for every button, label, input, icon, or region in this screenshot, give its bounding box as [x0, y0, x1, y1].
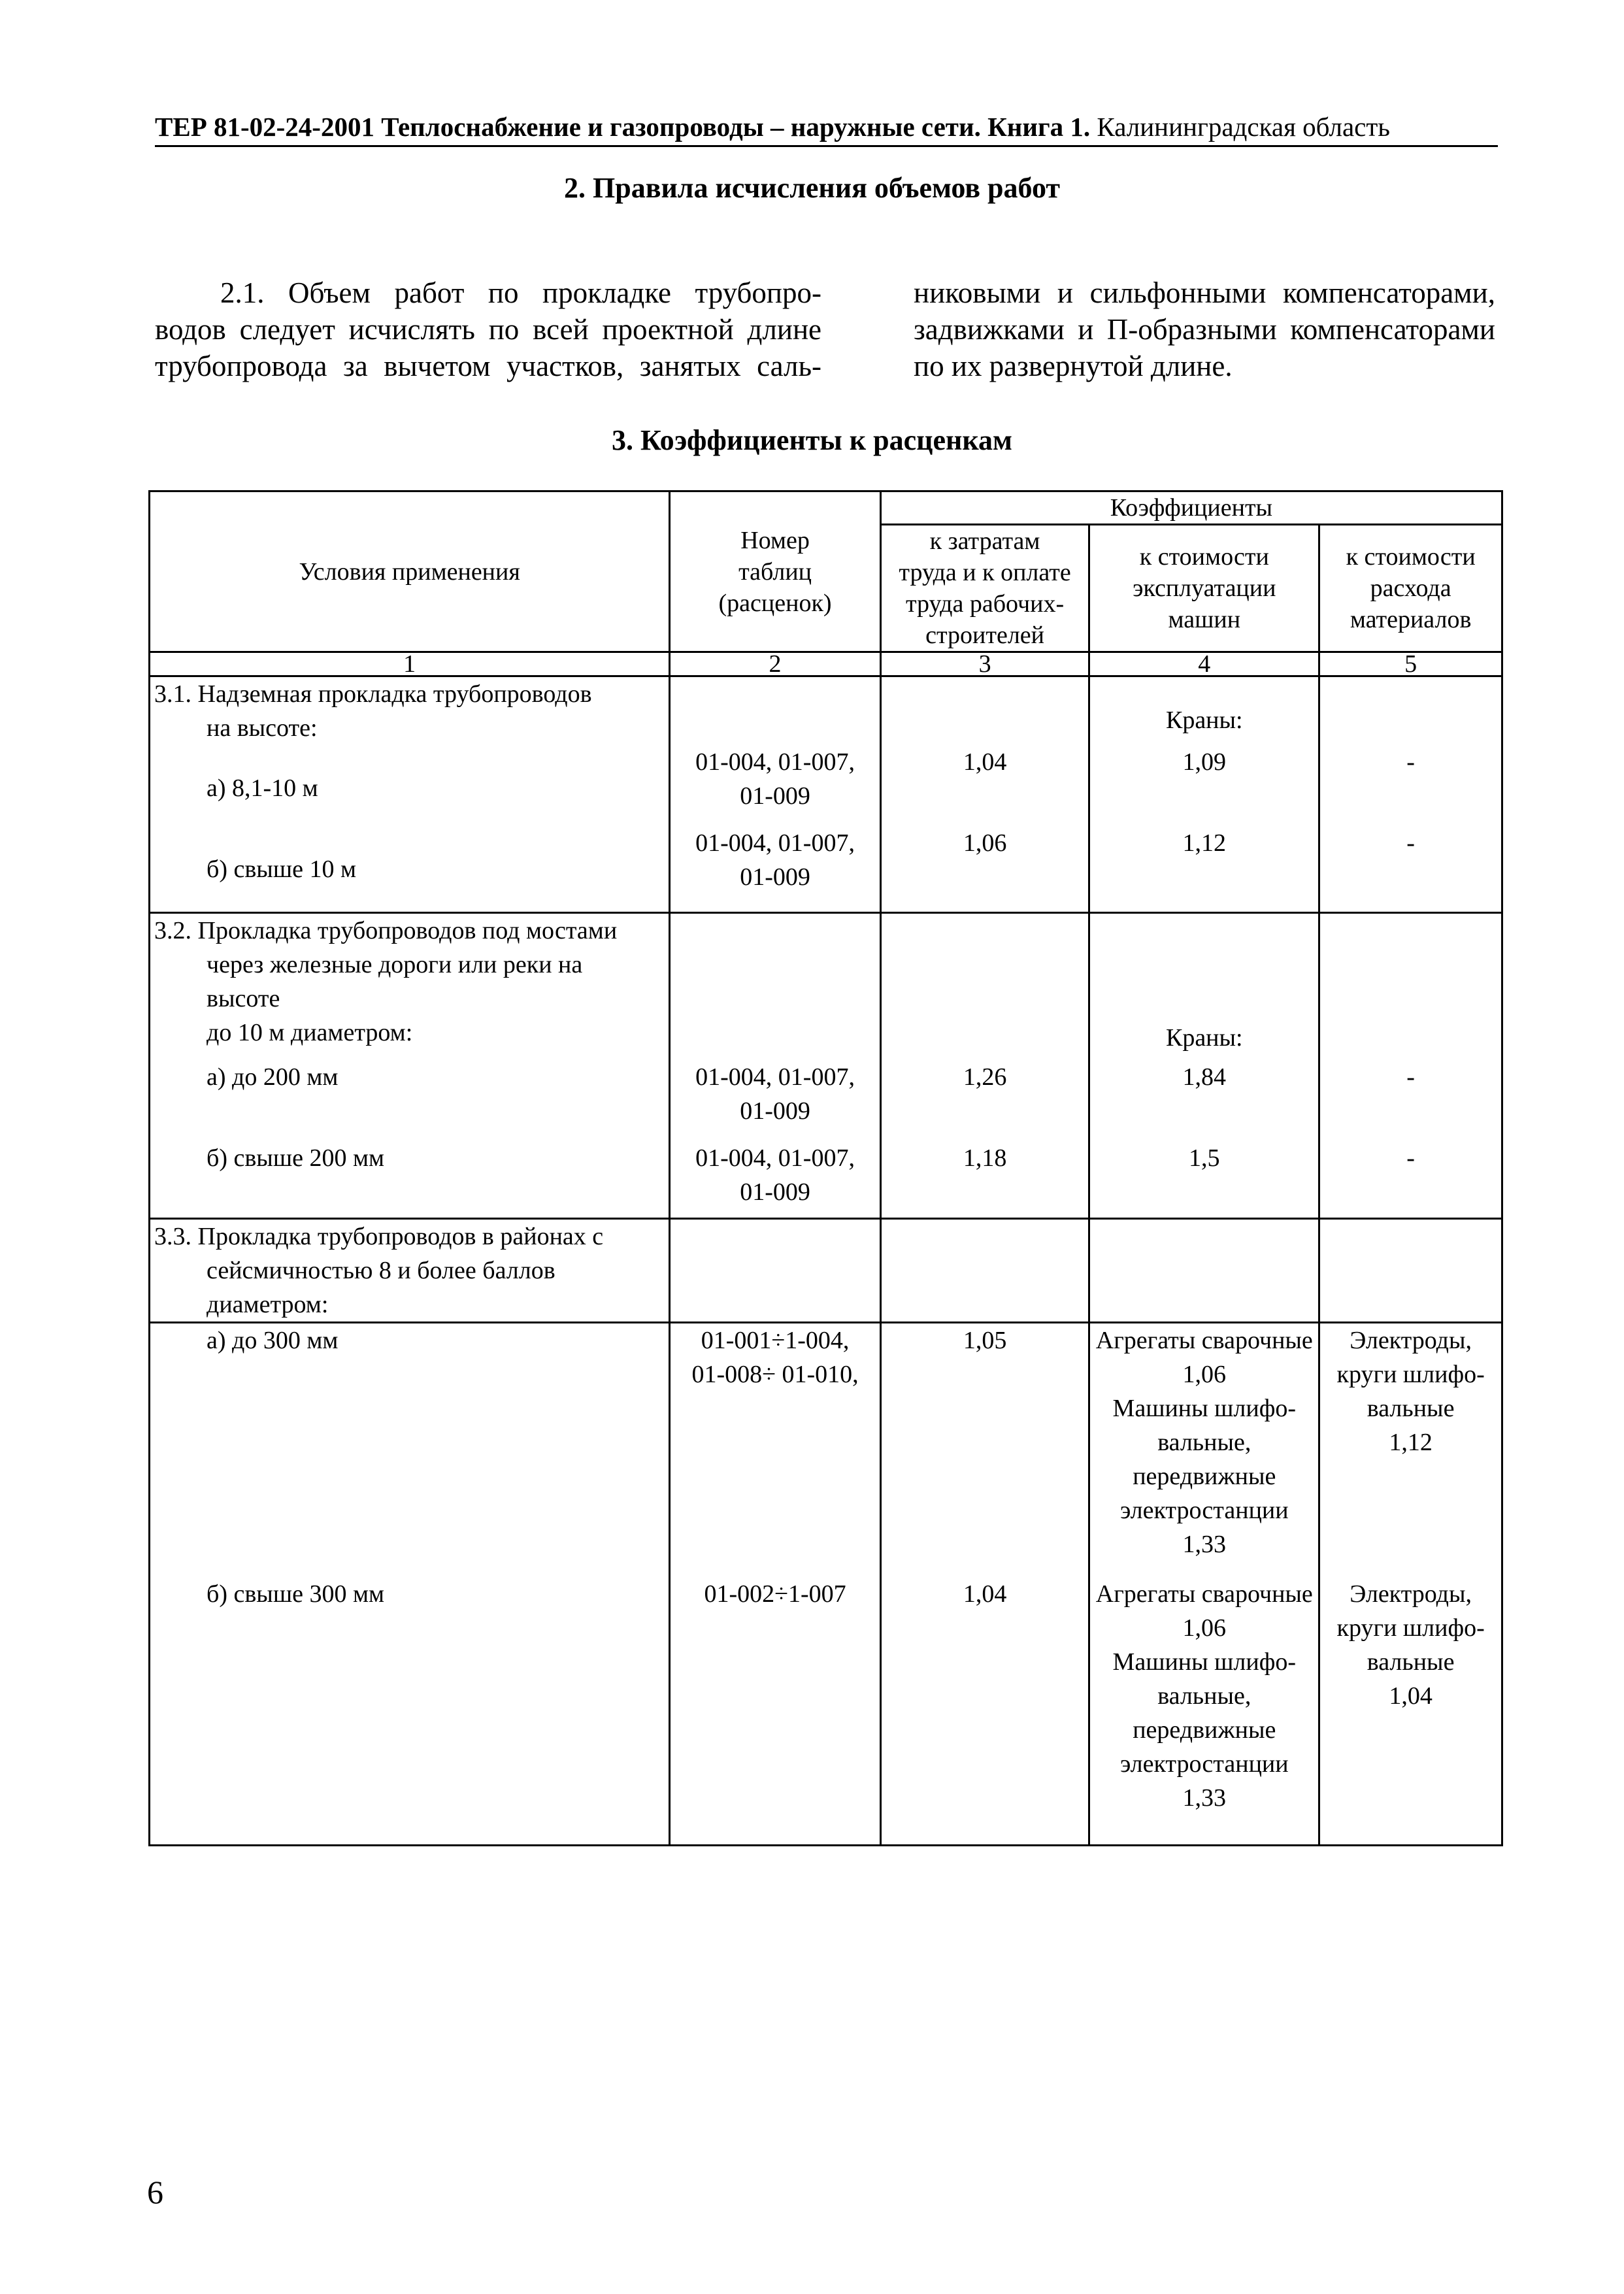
column-number: 4 [1089, 652, 1319, 676]
machines-cell: Краны: 1,09 1,12 [1089, 676, 1319, 913]
section-2-title: 2. Правила исчисления объемов работ [564, 172, 1060, 204]
paragraph-2-1-right [914, 274, 1495, 384]
running-header [155, 110, 1498, 147]
column-number-row [150, 652, 1502, 676]
table-number-cell: 01-004, 01-007, 01-009 01-004, 01-007, 01-009 [670, 676, 880, 913]
conditions-cell [150, 1219, 670, 1323]
group-title-continued: сейсмичностью 8 и более баллов [207, 1257, 555, 1284]
table-row-3-2 [150, 913, 1502, 1219]
group-title: 3.3. Прокладка трубопроводов в районах с [154, 1223, 604, 1250]
column-number: 5 [1319, 652, 1502, 676]
paragraph-line: водов следует исчислять по всей проектной длине [155, 313, 821, 346]
option-b-label: б) свыше 300 мм [207, 1580, 385, 1608]
group-title-continued: до 10 м диаметром: [207, 1019, 413, 1046]
group-title-continued: через железные дороги или реки на [207, 951, 583, 978]
conditions-cell [150, 913, 670, 1219]
header-document-title: ТЕР 81-02-24-2001 Теплоснабжение и газопроводы – наружные сети. Книга 1. [155, 112, 1091, 142]
header-conditions: Условия применения [150, 491, 670, 652]
paragraph-line: 2.1. Объем работ по прокладке трубопро- [220, 276, 821, 309]
group-title-continued: на высоте: [207, 714, 318, 742]
conditions-cell [150, 676, 670, 913]
section-3-title: 3. Коэффициенты к расценкам [611, 424, 1013, 456]
conditions-cell [150, 1323, 670, 1846]
materials-cell: Электроды, круги шлифо- вальные 1,12 Электроды, круги шлифо- вальные 1,04 [1319, 1323, 1502, 1846]
option-b-label: б) свыше 200 мм [207, 1144, 385, 1172]
option-b-label: б) свыше 10 м [207, 856, 357, 883]
table-row-3-1 [150, 676, 1502, 913]
paragraph-line: задвижками и П-образными компенсаторами [914, 313, 1495, 346]
table-number-cell: 01-001÷1-004, 01-008÷ 01-010, 01-002÷1-007 [670, 1323, 880, 1846]
header-labor: к затратам труда и к оплате труда рабочих- строителей [880, 525, 1089, 652]
table-row-3-3-options [150, 1323, 1502, 1846]
header-region: Калининградская область [1097, 112, 1390, 142]
option-a-label: а) до 300 мм [207, 1327, 339, 1354]
header-materials: к стоимости расхода материалов [1319, 525, 1502, 652]
materials-cell: - - [1319, 676, 1502, 913]
group-title: 3.1. Надземная прокладка трубопроводов [154, 680, 592, 708]
materials-cell: - - [1319, 913, 1502, 1219]
labor-cell: 1,05 1,04 [880, 1323, 1089, 1846]
column-number: 1 [150, 652, 670, 676]
header-coefficients: Коэффициенты [880, 491, 1502, 525]
group-title-continued: высоте [207, 985, 280, 1012]
option-a-label: а) до 200 мм [207, 1063, 339, 1091]
paragraph-line: по их развернутой длине. [914, 350, 1233, 382]
group-title: 3.2. Прокладка трубопроводов под мостами [154, 917, 618, 944]
header-machines: к стоимости эксплуатации машин [1089, 525, 1319, 652]
table-number-cell: 01-004, 01-007, 01-009 01-004, 01-007, 01-009 [670, 913, 880, 1219]
table-row-3-3-title [150, 1219, 1502, 1323]
machines-cell: Краны: 1,84 1,5 [1089, 913, 1319, 1219]
paragraph-line: никовыми и сильфонными компенсаторами, [914, 276, 1495, 309]
machines-cell: Агрегаты сварочные 1,06 Машины шлифо- вальные, передвижные электростанции 1,33 Агрегаты сварочные 1,06 Машины шлифо- вальные, передвижные электростанции 1,33 [1089, 1323, 1319, 1846]
empty-cell [1319, 1219, 1502, 1323]
group-title-continued: диаметром: [207, 1291, 329, 1318]
labor-cell: 1,26 1,18 [880, 913, 1089, 1219]
column-number: 3 [880, 652, 1089, 676]
paragraph-2-1-left [155, 274, 821, 384]
empty-cell [1089, 1219, 1319, 1323]
labor-cell: 1,04 1,06 [880, 676, 1089, 913]
empty-cell [670, 1219, 880, 1323]
header-table-number: Номер таблиц (расценок) [670, 491, 880, 652]
coefficients-table [148, 490, 1503, 1846]
option-a-label: а) 8,1-10 м [207, 774, 318, 802]
paragraph-line: трубопровода за вычетом участков, занятых саль- [155, 350, 821, 382]
empty-cell [880, 1219, 1089, 1323]
column-number: 2 [670, 652, 880, 676]
page-number: 6 [147, 2174, 163, 2210]
